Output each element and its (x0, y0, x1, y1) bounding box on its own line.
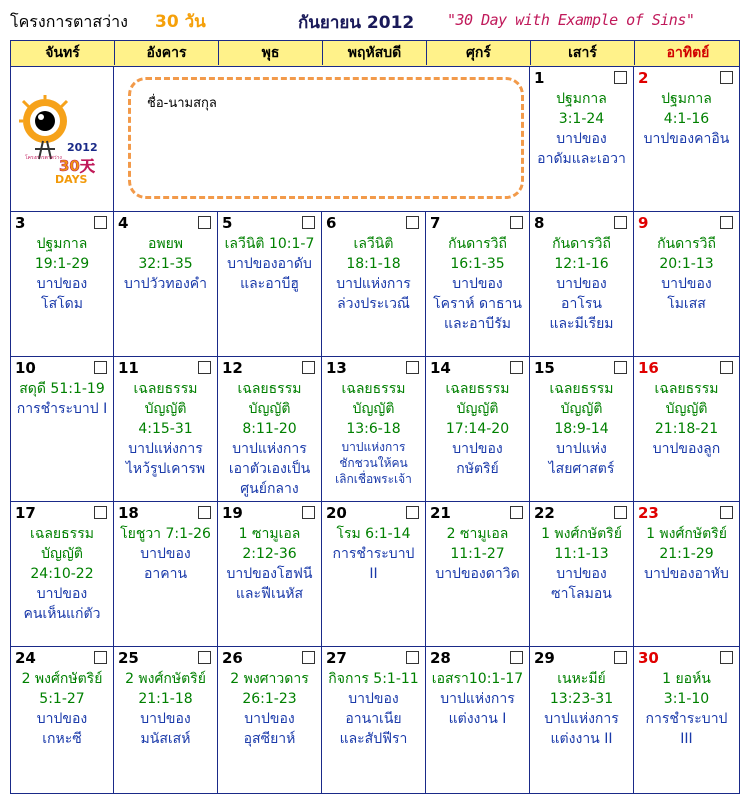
sin-line: ไสยศาสตร์ (548, 461, 615, 477)
reading-line: 20:1-13 (659, 256, 714, 272)
day-number: 16 (638, 359, 659, 377)
day-checkbox[interactable] (302, 361, 315, 374)
day-checkbox[interactable] (614, 71, 627, 84)
sin-line: II (369, 566, 378, 582)
sin-line: และฟีเนหัส (235, 586, 304, 602)
project-logo-icon (17, 95, 109, 185)
sin-line: โมเสส (667, 296, 706, 312)
reading-line: 21:18-21 (654, 421, 719, 437)
day-checkbox[interactable] (302, 216, 315, 229)
sin-line: อาดัมและเอวา (537, 151, 626, 167)
sin-line: บาปของอาหับ (644, 566, 729, 582)
reading-line: เฉลยธรรม (341, 381, 406, 397)
day-checkbox[interactable] (94, 506, 107, 519)
day-number: 22 (534, 504, 555, 522)
day-number: 18 (118, 504, 139, 522)
reading-line: 2 พงศ์กษัตริย์ (125, 671, 206, 687)
page-header (0, 0, 745, 40)
name-label: ชื่อ-นามสกุล (147, 96, 217, 111)
day-content (530, 379, 633, 479)
day-number: 27 (326, 649, 347, 667)
day-checkbox[interactable] (614, 651, 627, 664)
day-cell-18 (114, 502, 218, 647)
reading-line: เฉลยธรรม (30, 526, 94, 542)
reading-line: 2 พงศาวดาร (230, 671, 309, 687)
day-cell-20 (322, 502, 426, 647)
reading-line: เฉลยธรรม (133, 381, 198, 397)
reading-line: 2:12-36 (242, 546, 297, 562)
day-content (11, 669, 113, 749)
day-content (426, 669, 529, 729)
day-content (426, 524, 529, 584)
logo-cell (10, 67, 114, 212)
day-cell-5 (218, 212, 322, 357)
day-content (634, 524, 739, 584)
weekday-header (10, 40, 740, 67)
sin-line: และอาบีฮู (240, 276, 299, 292)
reading-line: 3:1-24 (558, 111, 605, 127)
day-content (426, 379, 529, 479)
day-cell-7 (426, 212, 530, 357)
sin-line: แต่งงาน I (448, 711, 507, 727)
sin-line: โคราห์ ดาธาน (433, 296, 522, 312)
sin-line: บาปแห่งการ (341, 440, 406, 454)
weekday-header-4: พฤหัสบดี (323, 41, 427, 65)
sin-line: อาคาน (143, 566, 188, 582)
day-checkbox[interactable] (406, 216, 419, 229)
reading-line: 17:14-20 (445, 421, 510, 437)
day-content (322, 524, 425, 584)
reading-line: โรม 6:1-14 (336, 526, 411, 542)
reading-line: บัญญัติ (665, 401, 708, 417)
day-checkbox[interactable] (406, 361, 419, 374)
reading-line: 4:1-16 (663, 111, 710, 127)
reading-line: กิจการ 5:1-11 (328, 671, 419, 687)
day-cell-24 (10, 647, 114, 794)
day-cell-22 (530, 502, 634, 647)
day-number: 2 (638, 69, 649, 87)
name-cell (114, 67, 530, 212)
reading-line: กันดารวิถี (657, 236, 716, 252)
day-number: 25 (118, 649, 139, 667)
reading-line: เอสรา10:1-17 (431, 671, 524, 687)
sin-line: ศูนย์กลาง (240, 481, 299, 497)
reading-line: 11:1-27 (450, 546, 505, 562)
day-cell-25 (114, 647, 218, 794)
reading-line: เลวีนิติ (353, 236, 394, 252)
day-content (218, 379, 321, 499)
day-cell-16 (634, 357, 740, 502)
reading-line: 1 พงศ์กษัตริย์ (646, 526, 727, 542)
day-cell-23 (634, 502, 740, 647)
calendar (10, 40, 742, 794)
day-content (114, 379, 217, 479)
day-number: 5 (222, 214, 233, 232)
project-title: โครงการตาสว่าง (10, 12, 128, 31)
day-number: 23 (638, 504, 659, 522)
logo-year: 2012 (67, 141, 98, 154)
day-checkbox[interactable] (510, 216, 523, 229)
day-content (218, 234, 321, 294)
sin-line: ชักชวนให้คน (339, 456, 408, 470)
day-number: 21 (430, 504, 451, 522)
day-cell-4 (114, 212, 218, 357)
day-content (114, 524, 217, 584)
sin-line: บาปของ (348, 691, 399, 707)
day-content (114, 234, 217, 294)
day-checkbox[interactable] (720, 216, 733, 229)
weekday-header-6: เสาร์ (531, 41, 635, 65)
reading-line: 1 พงศ์กษัตริย์ (541, 526, 622, 542)
day-number: 13 (326, 359, 347, 377)
logo-30: 30天 (59, 157, 95, 175)
day-checkbox[interactable] (720, 506, 733, 519)
day-number: 1 (534, 69, 545, 87)
sin-line: บาปของ (452, 276, 503, 292)
day-content (322, 234, 425, 314)
reading-line: 2 ซามูเอล (446, 526, 509, 542)
day-number: 26 (222, 649, 243, 667)
sin-line: บาปของ (244, 711, 295, 727)
day-number: 14 (430, 359, 451, 377)
day-content (218, 669, 321, 749)
reading-line: เฉลยธรรม (237, 381, 302, 397)
reading-line: เฉลยธรรม (445, 381, 510, 397)
sin-line: บาปแห่งการ (232, 441, 307, 457)
day-content (322, 379, 425, 487)
day-checkbox[interactable] (302, 651, 315, 664)
sin-line: คนเห็นแก่ตัว (23, 606, 101, 622)
reading-line: บัญญัติ (144, 401, 187, 417)
day-content (530, 669, 633, 749)
sin-line: บาปแห่งการ (440, 691, 515, 707)
sin-line: ซาโลมอน (551, 586, 612, 602)
reading-line: บัญญัติ (352, 401, 395, 417)
reading-line: 19:1-29 (34, 256, 90, 272)
sin-line: เกหะซี (42, 731, 82, 747)
reading-line: ปฐมกาล (36, 236, 88, 252)
day-cell-29 (530, 647, 634, 794)
day-cell-27 (322, 647, 426, 794)
sin-line: การชำระบาป (645, 711, 728, 727)
day-checkbox[interactable] (406, 506, 419, 519)
day-number: 6 (326, 214, 337, 232)
day-content (11, 234, 113, 314)
day-cell-9 (634, 212, 740, 357)
sin-line: บาปของอาดับ (227, 256, 312, 272)
day-content (530, 89, 633, 169)
day-number: 20 (326, 504, 347, 522)
logo-caption: โครงการตาสว่าง (25, 155, 62, 161)
day-cell-13 (322, 357, 426, 502)
calendar-grid (10, 67, 740, 794)
reading-line: บัญญัติ (248, 401, 291, 417)
sin-line: เอาตัวเองเป็น (228, 461, 311, 477)
day-content (634, 89, 739, 149)
reading-line: 1 ซามูเอล (238, 526, 301, 542)
day-cell-6 (322, 212, 426, 357)
day-cell-11 (114, 357, 218, 502)
day-content (634, 669, 739, 749)
reading-line: 32:1-35 (138, 256, 193, 272)
sin-line: บาปแห่ง (556, 441, 607, 457)
sin-line: อุสซียาห์ (243, 731, 296, 747)
day-cell-12 (218, 357, 322, 502)
day-number: 28 (430, 649, 451, 667)
sin-line: ล่วงประเวณี (337, 296, 410, 312)
day-cell-10 (10, 357, 114, 502)
day-content (530, 234, 633, 334)
reading-line: บัญญัติ (456, 401, 499, 417)
reading-line: อพยพ (147, 236, 184, 252)
sin-line: บาปแห่งการ (336, 276, 411, 292)
day-content (322, 669, 425, 749)
reading-line: 1 ยอห์น (662, 671, 711, 687)
reading-line: 16:1-35 (450, 256, 505, 272)
day-checkbox[interactable] (720, 361, 733, 374)
reading-line: กันดารวิถี (552, 236, 611, 252)
day-number: 4 (118, 214, 129, 232)
sin-line: บาปของ (556, 276, 607, 292)
sin-line: บาปของ (661, 276, 712, 292)
day-checkbox[interactable] (406, 651, 419, 664)
reading-line: บัญญัติ (560, 401, 603, 417)
sin-line: บาปของ (452, 441, 503, 457)
day-checkbox[interactable] (198, 506, 211, 519)
sin-line: กษัตริย์ (456, 461, 499, 477)
weekday-header-1: จันทร์ (11, 41, 115, 65)
reading-line: 5:1-27 (39, 691, 85, 707)
reading-line: เฉลยธรรม (654, 381, 719, 397)
day-cell-15 (530, 357, 634, 502)
sin-line: บาปของคาอิน (643, 131, 730, 147)
day-checkbox[interactable] (720, 71, 733, 84)
reading-line: ปฐมกาล (556, 91, 607, 107)
reading-line: เนหะมีย์ (557, 671, 606, 687)
month-title: กันยายน 2012 (298, 13, 415, 33)
day-cell-26 (218, 647, 322, 794)
sin-line: บาปของดาวิด (435, 566, 520, 582)
project-days: 30 วัน (155, 12, 206, 32)
reading-line: โยชูวา 7:1-26 (120, 526, 211, 542)
reading-line: เลวีนิติ 10:1-7 (224, 236, 315, 252)
day-number: 29 (534, 649, 555, 667)
day-cell-30 (634, 647, 740, 794)
sin-line: ไหว้รูปเคารพ (125, 461, 206, 477)
day-content (530, 524, 633, 604)
day-content (11, 379, 113, 419)
day-number: 7 (430, 214, 441, 232)
day-number: 9 (638, 214, 649, 232)
day-checkbox[interactable] (510, 651, 523, 664)
reading-line: 2 พงศ์กษัตริย์ (21, 671, 103, 687)
day-content (426, 234, 529, 334)
day-checkbox[interactable] (198, 216, 211, 229)
reading-line: สดุดี 51:1-19 (19, 381, 105, 397)
day-checkbox[interactable] (198, 361, 211, 374)
day-cell-28 (426, 647, 530, 794)
reading-line: 12:1-16 (554, 256, 609, 272)
reading-line: 13:6-18 (346, 421, 401, 437)
reading-line: 13:23-31 (549, 691, 614, 707)
day-content (114, 669, 217, 749)
day-checkbox[interactable] (614, 506, 627, 519)
weekday-header-5: ศุกร์ (427, 41, 531, 65)
day-cell-19 (218, 502, 322, 647)
sin-line: บาปของ (36, 276, 88, 292)
sin-line: และสัปฟีรา (339, 731, 408, 747)
reading-line: เฉลยธรรม (549, 381, 614, 397)
day-cell-21 (426, 502, 530, 647)
sin-line: บาปแห่งการ (544, 711, 619, 727)
name-input-box[interactable] (128, 77, 524, 199)
sin-line: บาปของ (556, 131, 607, 147)
sin-line: บาปของ (556, 566, 607, 582)
day-number: 17 (15, 504, 36, 522)
sin-line: เลิกเชื่อพระเจ้า (335, 472, 412, 486)
day-cell-1 (530, 67, 634, 212)
sin-line: บาปวัวทองคำ (123, 276, 208, 292)
day-number: 30 (638, 649, 659, 667)
reading-line: กันดารวิถี (448, 236, 507, 252)
reading-line: 8:11-20 (242, 421, 297, 437)
reading-line: 18:1-18 (346, 256, 401, 272)
day-content (634, 234, 739, 314)
day-number: 15 (534, 359, 555, 377)
day-checkbox[interactable] (94, 216, 107, 229)
day-checkbox[interactable] (510, 361, 523, 374)
sin-line: และมีเรียม (549, 316, 614, 332)
day-number: 12 (222, 359, 243, 377)
day-cell-2 (634, 67, 740, 212)
day-checkbox[interactable] (302, 506, 315, 519)
sin-line: โสโดม (41, 296, 83, 312)
day-checkbox[interactable] (614, 216, 627, 229)
sin-line: บาปของ (140, 711, 191, 727)
weekday-header-3: พุธ (219, 41, 323, 65)
day-checkbox[interactable] (510, 506, 523, 519)
reading-line: 26:1-23 (242, 691, 297, 707)
day-number: 24 (15, 649, 36, 667)
sin-line: การชำระบาป I (16, 401, 108, 417)
subtitle: "30 Day with Example of Sins" (447, 11, 695, 29)
day-cell-14 (426, 357, 530, 502)
day-number: 10 (15, 359, 36, 377)
reading-line: ปฐมกาล (661, 91, 712, 107)
day-content (634, 379, 739, 459)
day-cell-3 (10, 212, 114, 357)
day-number: 11 (118, 359, 139, 377)
sin-line: บาปของ (36, 711, 88, 727)
day-content (11, 524, 113, 624)
reading-line: 18:9-14 (554, 421, 609, 437)
day-checkbox[interactable] (198, 651, 211, 664)
reading-line: 21:1-18 (138, 691, 193, 707)
day-number: 3 (15, 214, 26, 232)
sin-line: อานาเนีย (345, 711, 402, 727)
sin-line: บาปของโฮฟนี (226, 566, 313, 582)
sin-line: บาปของลูก (652, 441, 721, 457)
sin-line: การชำระบาป (332, 546, 415, 562)
reading-line: 24:10-22 (30, 566, 94, 582)
sin-line: มนัสเสห์ (140, 731, 191, 747)
day-cell-8 (530, 212, 634, 357)
day-number: 8 (534, 214, 545, 232)
sin-line: บาปแห่งการ (128, 441, 203, 457)
sin-line: อาโรน (561, 296, 602, 312)
reading-line: 21:1-29 (659, 546, 714, 562)
sin-line: บาปของ (36, 586, 88, 602)
reading-line: 4:15-31 (138, 421, 193, 437)
day-checkbox[interactable] (94, 361, 107, 374)
reading-line: 11:1-13 (554, 546, 609, 562)
sin-line: III (680, 731, 693, 747)
weekday-header-7: อาทิตย์ (666, 45, 710, 61)
day-content (218, 524, 321, 604)
sin-line: และอาบีรัม (443, 316, 512, 332)
day-checkbox[interactable] (94, 651, 107, 664)
logo-days: DAYS (55, 173, 88, 185)
day-checkbox[interactable] (720, 651, 733, 664)
day-number: 19 (222, 504, 243, 522)
weekday-header-2: อังคาร (115, 41, 219, 65)
reading-line: บัญญัติ (41, 546, 83, 562)
day-cell-17 (10, 502, 114, 647)
sin-line: แต่งงาน II (550, 731, 613, 747)
reading-line: 3:1-10 (663, 691, 710, 707)
sin-line: บาปของ (140, 546, 191, 562)
day-checkbox[interactable] (614, 361, 627, 374)
